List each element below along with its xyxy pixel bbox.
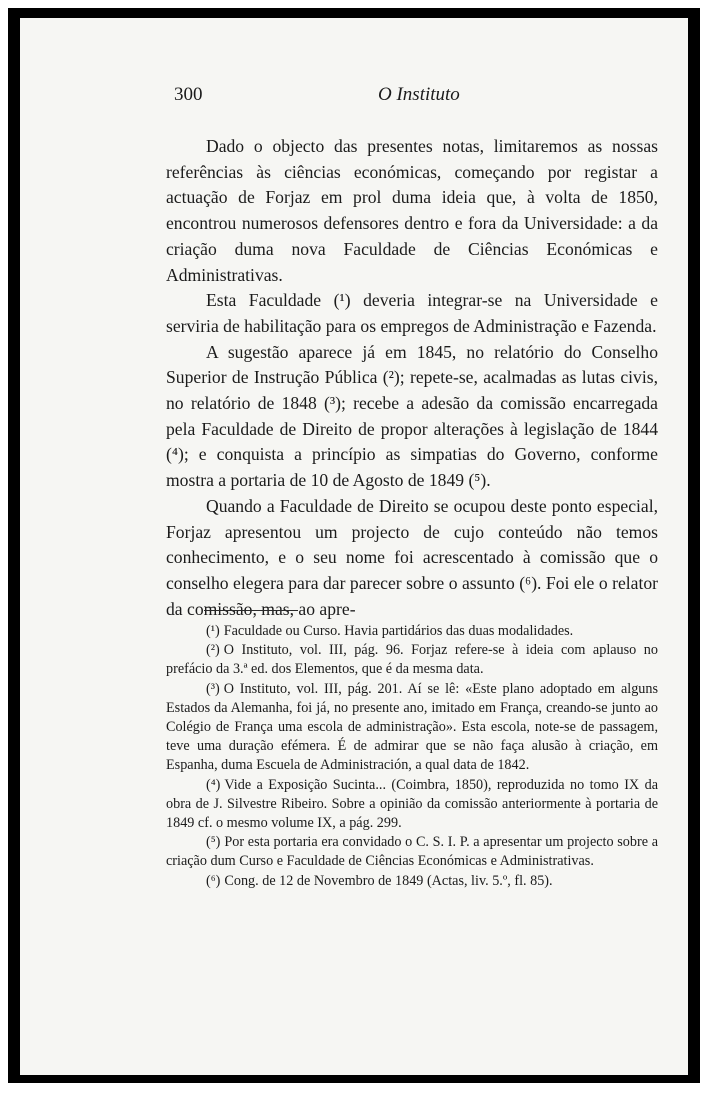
footnote (166, 680, 658, 776)
footnote (166, 622, 658, 641)
footnote-text: O Instituto, vol. III, pág. 201. Aí se lê: «Este plano adoptado em alguns Estados da Alemanha, foi já, no presente ano, imitado em França, creando-se junto ao Colégio de França uma escola de administração». Esta escola, note-se de passagem, teve uma duração efémera. É de admirar que se não faça alusão à criação, em Espanha, duma Escuela de Administración, a qual data de 1842. (166, 680, 658, 774)
book-page (20, 18, 688, 1075)
footnote-marker: (¹) (206, 623, 220, 639)
footnote-marker: (²) (206, 642, 220, 659)
footnote-marker: (³) (206, 680, 220, 697)
running-title: O Instituto (378, 84, 460, 105)
footnote-text: Vide a Exposição Sucinta... (Coimbra, 1850), reproduzida no tomo IX da obra de J. Silvestre Ribeiro. Sobre a opinião da comissão anteriormente à portaria de 1849 cf. o mesmo volume IX, a pág. 299. (166, 776, 658, 832)
footnotes (166, 622, 658, 891)
page-header (174, 84, 664, 110)
footnote-marker: (⁶) (206, 872, 221, 889)
page-number: 300 (174, 84, 203, 105)
paragraph: Dado o objecto das presentes notas, limitaremos as nossas referências às ciências económicas, começando por registar a actuação de Forjaz em prol duma ideia que, à volta de 1850, encontrou numerosos defensores dentro e fora da Universidade: a da criação duma nova Faculdade de Ciências Económicas e Administrativas. (166, 136, 658, 285)
footnote-text: Cong. de 12 de Novembro de 1849 (Actas, liv. 5.º, fl. 85). (224, 872, 553, 889)
footnote (166, 641, 658, 679)
paragraph: Esta Faculdade (¹) deveria integrar-se na Universidade e serviria de habilitação para os empregos de Administração e Fazenda. (166, 290, 658, 336)
footnote-separator (204, 610, 298, 611)
paragraph: Quando a Faculdade de Direito se ocupou deste ponto especial, Forjaz apresentou um projecto de cujo conteúdo não temos conhecimento, e o seu nome foi acrescentado à comissão que o conselho elegera para dar parecer sobre o assunto (⁶). Foi ele o relator da comissão, mas, ao apre- (166, 495, 658, 619)
footnote-text: O Instituto, vol. III, pág. 96. Forjaz refere-se à ideia com aplauso no prefácio da 3.ª ed. dos Elementos, que é da mesma data. (166, 642, 658, 678)
footnote-text: Por esta portaria era convidado o C. S. I. P. a apresentar um projecto sobre a criação dum Curso e Faculdade de Ciências Económicas e Administrativas. (166, 834, 658, 870)
main-text (166, 134, 658, 622)
footnote-marker: (⁵) (206, 834, 221, 851)
scan-border (8, 8, 700, 1083)
footnote (166, 776, 658, 834)
footnote (166, 872, 658, 891)
footnote-marker: (⁴) (206, 776, 221, 793)
footnote-text: Faculdade ou Curso. Havia partidários das duas modalidades. (223, 623, 574, 639)
paragraph: A sugestão aparece já em 1845, no relatório do Conselho Superior de Instrução Pública (²); repete-se, acalmadas as lutas civis, no relatório de 1848 (³); recebe a adesão da comissão encarregada pela Faculdade de Direito de propor alterações à legislação de 1844 (⁴); e conquista a princípio as simpatias do Governo, conforme mostra a portaria de 10 de Agosto de 1849 (⁵). (166, 341, 658, 491)
footnote (166, 833, 658, 871)
